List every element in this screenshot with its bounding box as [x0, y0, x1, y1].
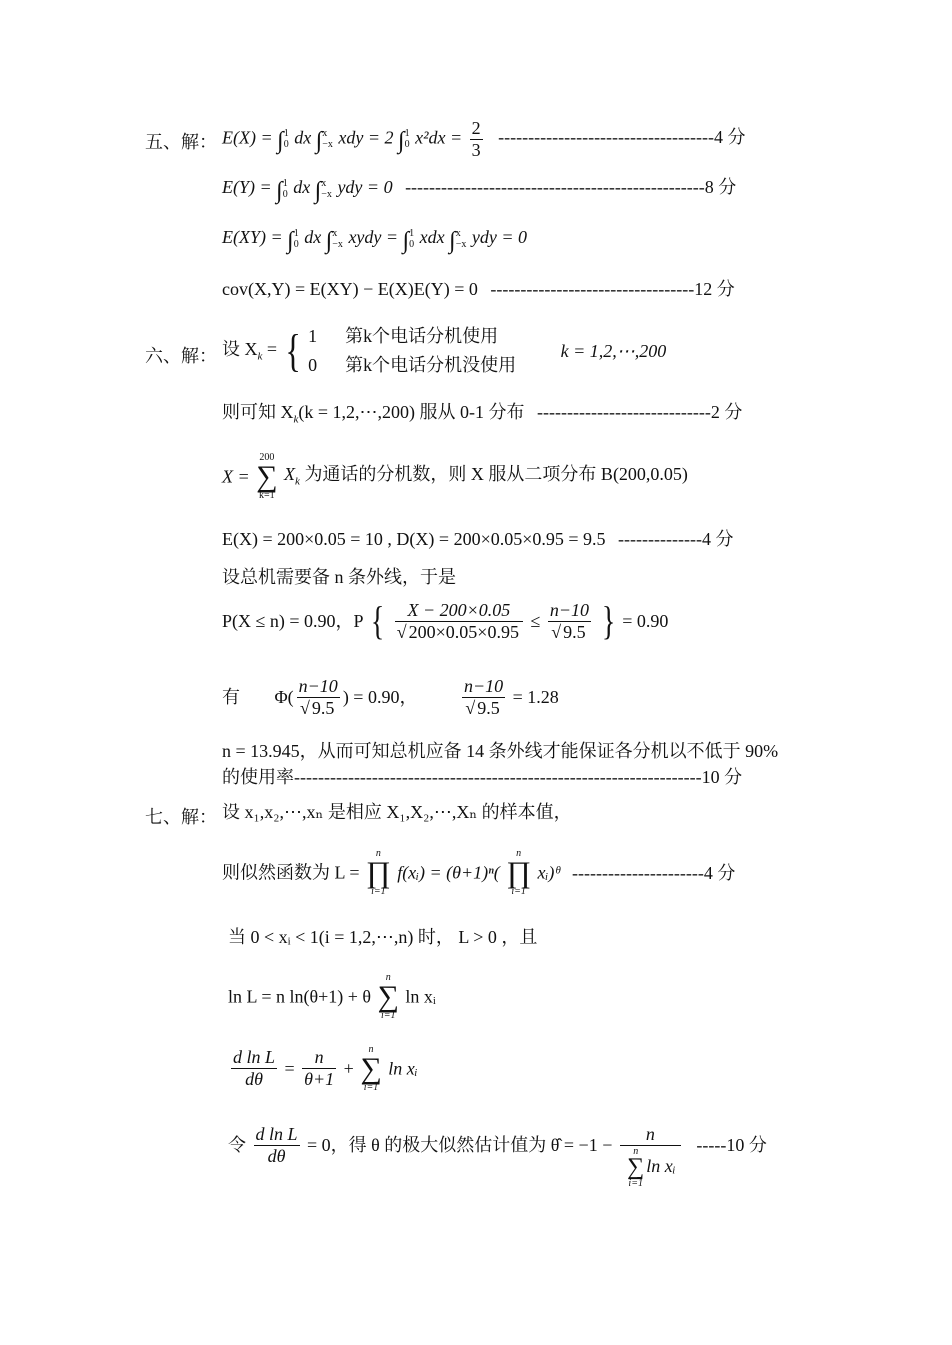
sec5-l1-x2: x²dx =	[415, 127, 463, 148]
sec5-l1-fraction: $\frac{2}{3}$	[471, 118, 481, 160]
section-6-label: 六、解：	[145, 346, 217, 366]
sec5-l1-mid: dx	[294, 127, 312, 148]
sec5-line-3: E(XY) = ∫ 1 0 dx ∫ x −x xydy = ∫ 1 0 xdx ∫ x −x ydy = 0	[222, 227, 527, 255]
section-5-label: 五、解：	[145, 132, 217, 152]
sec7-line-4: ln L = n ln(θ+1) + θ n ∑ i=1 ln xᵢ	[228, 972, 436, 1021]
sec5-line-4: cov(X,Y) = E(XY) − E(X)E(Y) = 0 ----------------------------------12 分	[222, 279, 735, 299]
sec5-l1-lhs: E(X) =	[222, 127, 273, 148]
summation-symbol: 200 ∑ k=1	[256, 452, 278, 501]
sec7-line-1: 设 x₁,x₂,⋯,xₙ 是相应 X₁,X₂,⋯,Xₙ 的样本值，	[222, 802, 572, 822]
sec5-line-2: E(Y) = ∫ 1 0 dx ∫ x −x ydy = 0 --------------------------------------------------8 分	[222, 177, 737, 205]
sec6-line-8: n = 13.945，从而可知总机应备 14 条外线才能保证各分机以不低于 90%	[222, 741, 779, 761]
sec7-line-6: 令 $\frac{\text{d ln L}}{d\theta}$ = 0，得 θ 的极大似然估计值为 θ̂ = −1 − n n ∑ i=1 ln xᵢ -----10 分	[228, 1124, 767, 1190]
sec7-line-3: 当 0 < xᵢ < 1(i = 1,2,⋯,n) 时， L > 0 ，且	[228, 927, 538, 947]
sec5-line-1: E(X) = ∫ 1 0 dx ∫ x −x xdy = 2 ∫ 1 0 x²dx = $\frac{2}{3}$ ------------------------------------4 分	[222, 118, 746, 160]
sec6-line-9: 的使用率--------------------------------------------------------------------10 分	[222, 767, 743, 787]
sec6-definition: 设 $X_k$ = { 1 第k个电话分机使用 0 第k个电话分机没使用 k = 1,2,⋯,200	[222, 324, 667, 376]
sec6-line-5: 设总机需要备 n 条外线，于是	[222, 567, 456, 587]
sec7-l2-score: ----------------------4 分	[572, 862, 736, 883]
sec7-l6-score: -----10 分	[696, 1135, 767, 1156]
sec6-line-7: 有 Φ( $\frac{n-10}{√ 9.5}$ ) = 0.90， $\frac{n-10}{√ 9.5}$ = 1.28	[222, 676, 559, 718]
section-7-label: 七、解：	[145, 807, 217, 827]
sec5-l2-score: --------------------------------------------------8 分	[405, 177, 737, 198]
sec6-line-4: E(X) = 200×0.05 = 10 , D(X) = 200×0.05×0.95 = 9.5 --------------4 分	[222, 529, 734, 549]
sec6-l4-score: --------------4 分	[618, 529, 734, 549]
sec5-l1-int: xdy = 2	[338, 127, 394, 148]
sec7-line-5: $\frac{\text{d ln L}}{d\theta}$ = $\frac{n}{\theta+1}$ + n ∑ i=1 ln xᵢ	[233, 1044, 418, 1093]
sec7-line-2: 则似然函数为 L = n ∏ i=1 f(xᵢ) = (θ+1)ⁿ( n ∏ i=1 xᵢ)ᶿ ----------------------4 分	[222, 848, 736, 897]
sec6-k-range: k = 1,2,⋯,200	[560, 340, 667, 361]
sec6-l2-score: -----------------------------2 分	[537, 402, 743, 422]
sec6-line-2: 则可知 $X_k(k$ = 1,2,⋯,200) 服从 0-1 分布 -----------------------------2 分	[222, 402, 743, 426]
sec6-line-3: X = 200 ∑ k=1 $X_k$ 为通话的分机数，则 X 服从二项分布 B(200,0.05)	[222, 452, 688, 501]
product-symbol: n ∏ i=1	[365, 848, 391, 897]
sec6-line-6: P(X ≤ n) = 0.90，P { $\frac{X - 200\times 0.05}{√ 200\times 0.05\times 0.95}$ ≤ $\frac{n-10}{√ 9.5}$ } = 0.90	[222, 598, 669, 644]
sec5-l1-score: ------------------------------------4 分	[498, 127, 746, 148]
sec5-l4-score: ----------------------------------12 分	[490, 279, 735, 299]
sec6-l9-score: --------------------------------------------------------------------10 分	[294, 767, 743, 787]
